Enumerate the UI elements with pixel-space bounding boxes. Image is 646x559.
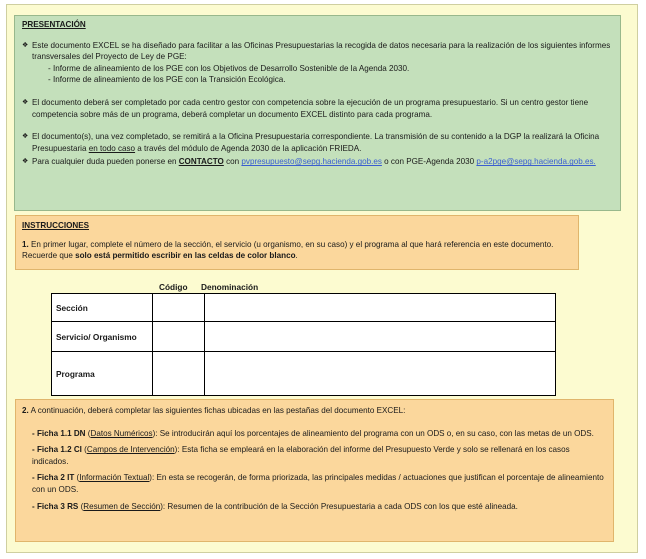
ficha-1-1-link[interactable]: Datos Numéricos [90,428,153,438]
column-header-denominacion: Denominación [201,282,259,292]
contacto-label: CONTACTO [178,157,224,167]
programa-codigo-cell[interactable] [153,352,205,396]
identification-table [51,293,556,396]
diamond-bullet-icon: ❖ [22,98,29,106]
ficha-1-2-item: - Ficha 1.2 CI (Campos de Intervención): Esta ficha se empleará en la elaboración del informe del Presupuesto Verde y solo se rellenará en los casos indicados. [32,445,570,466]
presentacion-paragraph-2: ❖ El documento deberá ser completado por cada centro gestor con competencia sobre la ejecución de un programa presupuestario. Si un centro gestor tiene competencia sobre más de un programa, deberá completar un documento EXCEL distinto para cada programa. [22,97,589,119]
ficha-3-item: - Ficha 3 RS (Resumen de Sección): Resumen de la contribución de la Sección Presupuestaria a cada ODS con los que esté alineada. [32,501,518,511]
diamond-bullet-icon: ❖ [22,133,29,141]
table-row-servicio [52,322,556,352]
seccion-denominacion-cell[interactable] [205,294,556,322]
ficha-3-link[interactable]: Resumen de Sección [83,501,161,511]
presentacion-box [14,15,621,211]
instrucciones-step-1: 1. En primer lugar, complete el número de la sección, el servicio (u organismo, en su caso) y el programa al que hará referencia en este documento. Recuerde que solo está permitido escribir en las celdas de color blanco. [22,239,554,261]
step-2-intro: 2. A continuación, deberá completar las siguientes fichas ubicadas en las pestañas del documento EXCEL: [22,406,406,415]
presentacion-paragraph-4: ❖ Para cualquier duda pueden ponerse en CONTACTO con pvpresupuesto@sepg.hacienda.gob.es o con PGE-Agenda 2030 p-a2pge@sepg.hacienda.gob.es. [22,157,596,167]
instrucciones-box [15,215,579,270]
row-label-programa: Programa [52,352,153,396]
seccion-codigo-cell[interactable] [153,294,205,322]
servicio-codigo-cell[interactable] [153,322,205,352]
servicio-denominacion-cell[interactable] [205,322,556,352]
email-link-agenda2030[interactable]: p-a2pge@sepg.hacienda.gob.es. [476,157,596,167]
programa-denominacion-cell[interactable] [205,352,556,396]
table-row-programa [52,352,556,396]
row-label-servicio: Servicio/ Organismo [52,322,153,352]
table-row-seccion [52,294,556,322]
diamond-bullet-icon: ❖ [22,41,29,49]
informe-ods-item: - Informe de alineamiento de los PGE con los Objetivos de Desarrollo Sostenible de la Agenda 2030. [48,63,410,73]
ficha-1-2-link[interactable]: Campos de Intervención [86,445,175,455]
diamond-bullet-icon: ❖ [22,158,29,166]
presentacion-paragraph-1: ❖ Este documento EXCEL se ha diseñado para facilitar a las Oficinas Presupuestarias la recogida de datos necesaria para la realización de los siguientes informes transversales del Proyecto de Ley de PGE: - Informe de alineamiento de los PGE con los Objetivos de Desarrollo Sostenible de la Agenda 2030. - Informe de alineamiento de los PGE con la Transición Ecológica. [22,40,613,86]
row-label-seccion: Sección [52,294,153,322]
ficha-1-1-item: - Ficha 1.1 DN (Datos Numéricos): Se introducirán aquí los porcentajes de alineamiento del programa con un ODS o, en su caso, con las metas de un ODS. [32,428,594,438]
presentacion-title: PRESENTACIÓN [22,20,86,29]
document-sheet [6,4,638,553]
column-header-codigo: Código [159,282,188,292]
presentacion-paragraph-3: ❖ El documento(s), una vez completado, se remitirá a la Oficina Presupuestaria correspondiente. La transmisión de su contenido a la DGP la realizará la Oficina Presupuestaria en todo caso a través del módulo de Agenda 2030 de la aplicación FRIEDA. [22,132,600,153]
ficha-2-item: - Ficha 2 IT (Información Textual): En esta se recogerán, de forma priorizada, las principales medidas / actuaciones que justifican el porcentaje de alineamiento con un ODS. [32,473,604,494]
fichas-box [15,399,614,542]
informe-transicion-item: - Informe de alineamiento de los PGE con la Transición Ecológica. [48,75,286,85]
ficha-2-link[interactable]: Información Textual [79,473,150,483]
instrucciones-title: INSTRUCCIONES [22,221,90,230]
email-link-presupuesto[interactable]: pvpresupuesto@sepg.hacienda.gob.es [241,157,382,167]
